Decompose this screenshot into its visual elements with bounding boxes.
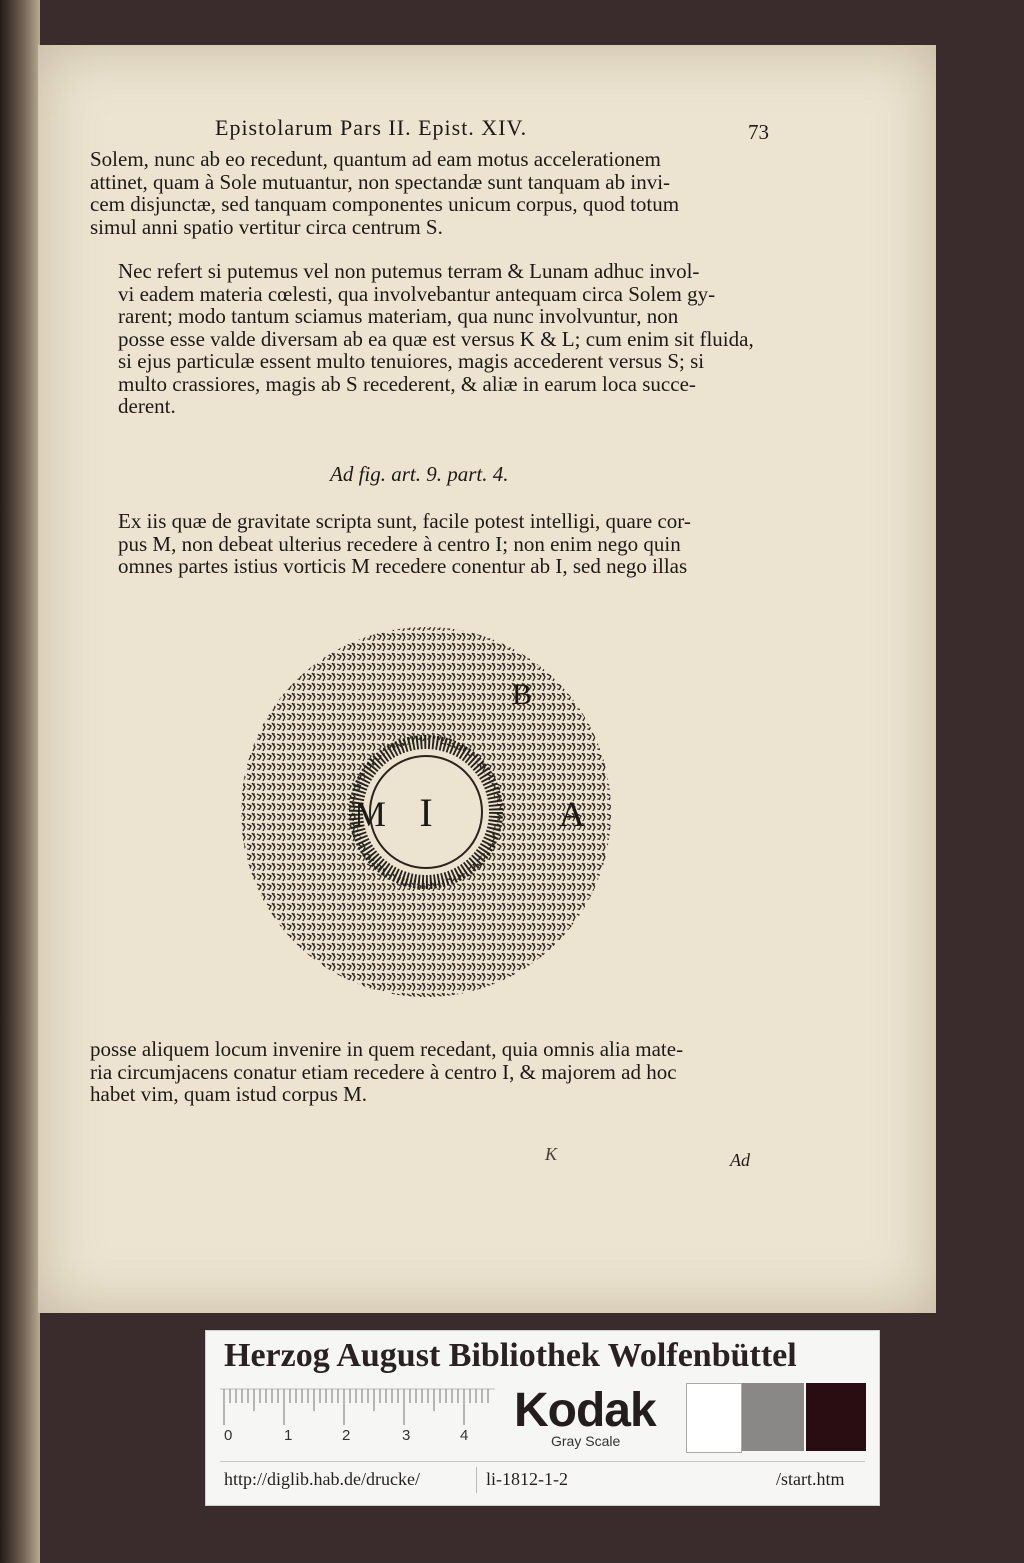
library-name: Herzog August Bibliothek Wolfenbüttel (224, 1337, 797, 1374)
ruler-number: 0 (224, 1427, 233, 1444)
url-suffix: /start.htm (776, 1469, 845, 1489)
paragraph-1 (90, 148, 770, 238)
paragraph-3-text (90, 510, 770, 578)
paragraph-3 (90, 510, 770, 578)
gray-swatch-black (806, 1383, 866, 1451)
paragraph-1-text (90, 148, 770, 238)
url-separator (476, 1467, 477, 1493)
color-calibration-card (205, 1330, 880, 1506)
paragraph-4 (90, 1038, 770, 1106)
running-head: Epistolarum Pars II. Epist. XIV. (215, 115, 528, 140)
vortex-figure (236, 612, 616, 1012)
ruler-number: 4 (460, 1427, 469, 1444)
measurement-ruler (220, 1383, 495, 1443)
shelfmark: li-1812-1-2 (486, 1469, 568, 1489)
text-line: Nec refert si putemus vel non putemus terram & Lunam adhuc invol- (118, 259, 700, 283)
figure-label-left: M (353, 794, 387, 834)
text-line: posse esse valde diversam ab ea quæ est versus K & L; cum enim sit fluida, (118, 326, 754, 351)
figure-caption: Ad fig. art. 9. part. 4. (330, 462, 509, 486)
ruler-number: 2 (342, 1427, 351, 1444)
text-line: pus M, non debeat ulterius recedere à centro I; non enim nego quin (118, 531, 681, 556)
gray-swatch-mid (742, 1383, 804, 1451)
text-line: rarent; modo tantum sciamus materiam, qua nunc involvuntur, non (118, 304, 679, 328)
text-line: multo crassiores, magis ab S recederent, & aliæ in earum loca succe- (118, 371, 696, 396)
text-line: simul anni spatio vertitur circa centrum S. (90, 214, 443, 239)
text-line: ria circumjacens conatur etiam recedere à centro I, & majorem ad hoc (90, 1059, 677, 1084)
text-line: vi eadem materia cœlesti, qua involvebantur antequam circa Solem gy- (118, 281, 716, 306)
ruler-number: 3 (402, 1427, 411, 1444)
text-line: si ejus particulæ essent multo tenuiores, magis accederent versus S; si (118, 349, 705, 373)
text-line: attinet, quam à Sole mutuantur, non spectandæ sunt tanquam ab invi- (90, 169, 671, 194)
ruler-number: 1 (284, 1427, 293, 1444)
figure-label-center: I (419, 790, 433, 835)
book-binding-edge (0, 0, 40, 1563)
text-line: omnes partes istius vorticis M recedere conentur ab I, sed nego illas (118, 554, 688, 578)
gray-swatch-white (686, 1383, 742, 1453)
signature-mark: K (545, 1144, 558, 1164)
paragraph-2 (90, 260, 770, 418)
paragraph-4-text (90, 1038, 770, 1106)
text-line: derent. (118, 394, 176, 418)
text-line: Solem, nunc ab eo recedunt, quantum ad eam motus accelerationem (90, 147, 661, 171)
card-divider (220, 1461, 865, 1462)
catchword: Ad (730, 1150, 750, 1170)
text-line: posse aliquem locum invenire in quem recedant, quia omnis alia mate- (90, 1037, 684, 1061)
text-line: cem disjunctæ, sed tanquam componentes unicum corpus, quod totum (90, 192, 680, 216)
page-number: 73 (748, 120, 769, 144)
gray-scale-label: Gray Scale (551, 1433, 621, 1449)
paragraph-2-text (90, 260, 770, 418)
kodak-logo: Kodak (514, 1384, 656, 1437)
url-prefix: http://diglib.hab.de/drucke/ (224, 1469, 420, 1489)
figure-label-right: A (559, 794, 585, 834)
figure-label-top: B (511, 678, 533, 711)
text-line: Ex iis quæ de gravitate scripta sunt, facile potest intelligi, quare cor- (118, 509, 691, 533)
text-line: habet vim, quam istud corpus M. (90, 1082, 368, 1106)
